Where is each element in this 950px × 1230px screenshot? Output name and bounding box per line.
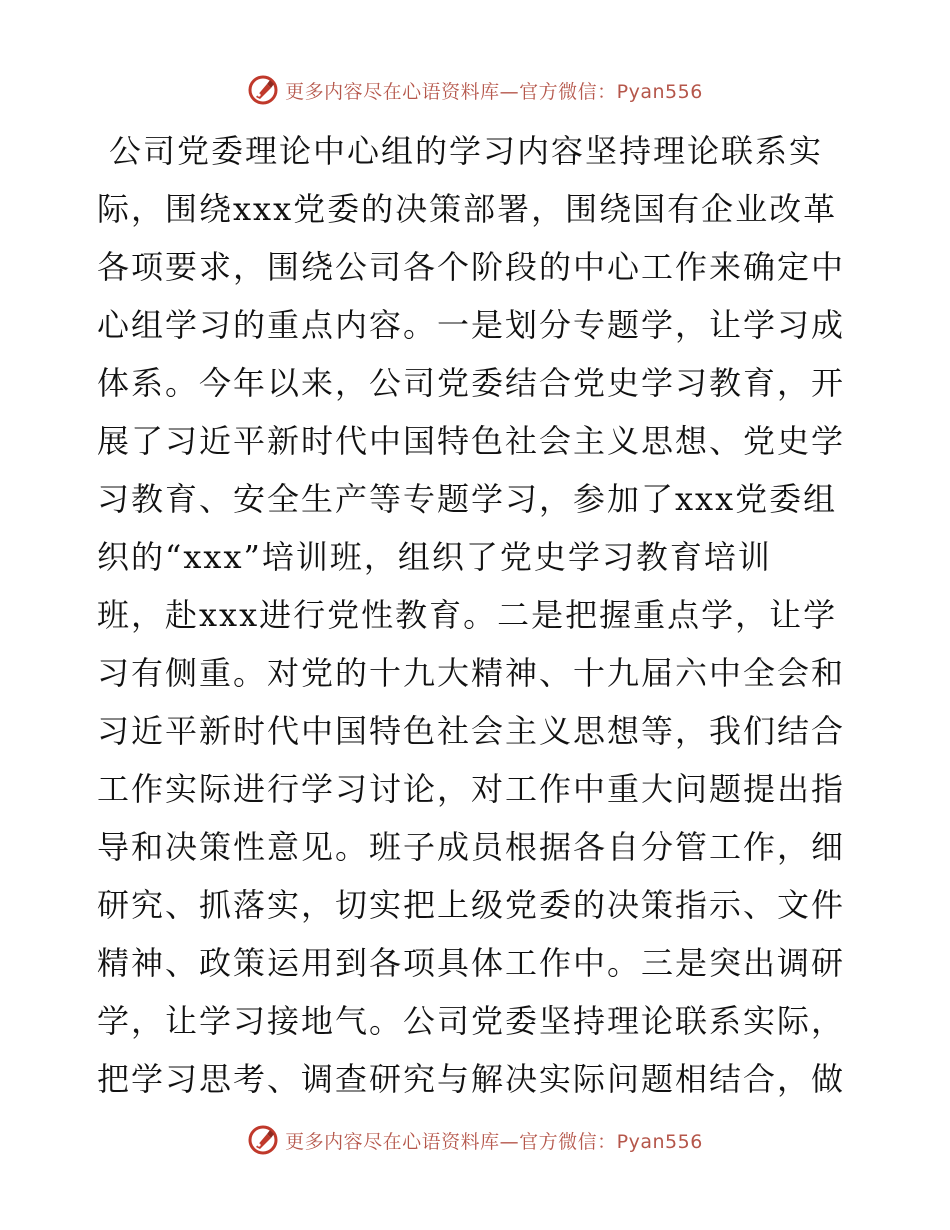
paragraph-line: 织的“xxx”培训班，组织了党史学习教育培训 [97, 538, 772, 576]
paragraph-line: 体系。今年以来，公司党委结合党史学习教育，开 [97, 364, 846, 402]
paragraph-line: 导和决策性意见。班子成员根据各自分管工作，细 [97, 828, 846, 866]
pen-nib-logo-icon [247, 1124, 279, 1156]
header-watermark [0, 70, 950, 110]
watermark-text: 更多内容尽在心语资料库—官方微信：Pyan556 [285, 1130, 703, 1153]
paragraph-line: 展了习近平新时代中国特色社会主义思想、党史学 [97, 422, 846, 460]
paragraph-line: 际，围绕xxx党委的决策部署，围绕国有企业改革 [97, 190, 838, 228]
document-body [97, 122, 857, 1108]
paragraph-line: 工作实际进行学习讨论，对工作中重大问题提出指 [97, 770, 846, 808]
paragraph-line: 把学习思考、调查研究与解决实际问题相结合，做 [97, 1060, 846, 1098]
paragraph-line: 习教育、安全生产等专题学习，参加了xxx党委组 [97, 480, 838, 518]
footer-watermark [0, 1120, 950, 1160]
watermark-text: 更多内容尽在心语资料库—官方微信：Pyan556 [285, 80, 703, 103]
paragraph-line: 研究、抓落实，切实把上级党委的决策指示、文件 [97, 886, 846, 924]
paragraph-line: 学，让学习接地气。公司党委坚持理论联系实际， [97, 1002, 846, 1040]
paragraph-line: 习近平新时代中国特色社会主义思想等，我们结合 [97, 712, 846, 750]
pen-nib-logo-icon [247, 74, 279, 106]
paragraph-line: 公司党委理论中心组的学习内容坚持理论联系实 [109, 132, 824, 170]
paragraph-line: 班，赴xxx进行党性教育。二是把握重点学，让学 [97, 596, 838, 634]
paragraph-line: 各项要求，围绕公司各个阶段的中心工作来确定中 [97, 248, 846, 286]
paragraph-line: 习有侧重。对党的十九大精神、十九届六中全会和 [97, 654, 846, 692]
paragraph-line: 精神、政策运用到各项具体工作中。三是突出调研 [97, 944, 846, 982]
paragraph-line: 心组学习的重点内容。一是划分专题学，让学习成 [97, 306, 846, 344]
